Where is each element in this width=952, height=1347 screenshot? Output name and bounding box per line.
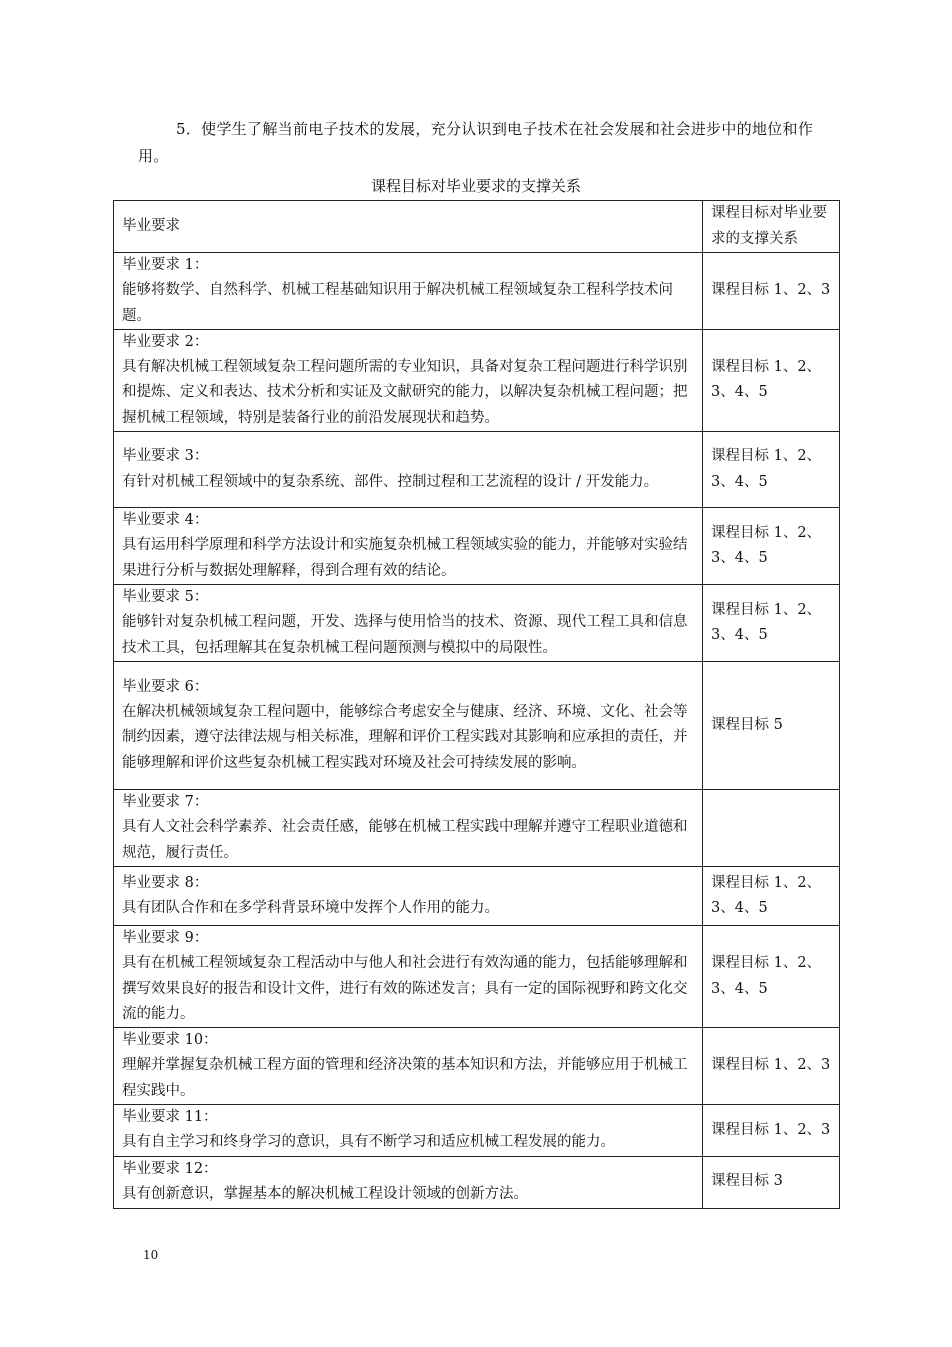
requirement-description: 具有团队合作和在多学科背景环境中发挥个人作用的能力。	[122, 899, 499, 916]
support-cell	[703, 789, 840, 866]
requirement-cell	[114, 329, 703, 431]
requirement-title: 毕业要求 12：	[122, 1160, 218, 1177]
support-cell: 课程目标 1、2、3、4、5	[703, 329, 840, 431]
requirement-cell	[114, 1105, 703, 1157]
header-graduation-requirement: 毕业要求	[114, 201, 703, 253]
requirement-description: 具有解决机械工程领域复杂工程问题所需的专业知识，具备对复杂工程问题进行科学识别和提炼、定义和表达、技术分析和实证及文献研究的能力，以解决复杂机械工程问题；把握机械工程领域，特别是装备行业的前沿发展现状和趋势。	[122, 359, 688, 426]
requirement-title: 毕业要求 6：	[122, 678, 209, 695]
support-cell: 课程目标 1、2、3、4、5	[703, 432, 840, 508]
support-cell: 课程目标 3	[703, 1156, 840, 1208]
support-cell: 课程目标 1、2、3	[703, 253, 840, 330]
table-row	[114, 1156, 840, 1208]
requirement-title: 毕业要求 3：	[122, 448, 209, 465]
requirement-description: 在解决机械领域复杂工程问题中，能够综合考虑安全与健康、经济、环境、文化、社会等制约因素，遵守法律法规与相关标准，理解和评价工程实践对其影响和应承担的责任，并能够理解和评价这些复杂机械工程实践对环境及社会可持续发展的影响。	[122, 704, 688, 771]
requirement-description: 具有人文社会科学素养、社会责任感，能够在机械工程实践中理解并遵守工程职业道德和规范，履行责任。	[122, 819, 688, 861]
requirement-cell	[114, 925, 703, 1027]
requirement-description: 具有在机械工程领域复杂工程活动中与他人和社会进行有效沟通的能力，包括能够理解和撰写效果良好的报告和设计文件，进行有效的陈述发言；具有一定的国际视野和跨文化交流的能力。	[122, 955, 688, 1022]
table-row	[114, 661, 840, 789]
support-cell: 课程目标 1、2、3、4、5	[703, 866, 840, 925]
table-row	[114, 508, 840, 585]
table-row	[114, 253, 840, 330]
table-row	[114, 1028, 840, 1105]
requirement-title: 毕业要求 2：	[122, 333, 209, 350]
table-row	[114, 329, 840, 431]
requirement-description: 有针对机械工程领域中的复杂系统、部件、控制过程和工艺流程的设计 / 开发能力。	[122, 473, 659, 490]
requirement-title: 毕业要求 11：	[122, 1109, 218, 1126]
table-row	[114, 432, 840, 508]
requirement-cell	[114, 661, 703, 789]
requirement-cell	[114, 508, 703, 585]
requirement-description: 具有运用科学原理和科学方法设计和实施复杂机械工程领域实验的能力，并能够对实验结果进行分析与数据处理解释，得到合理有效的结论。	[122, 537, 688, 579]
requirement-cell	[114, 584, 703, 661]
table-body	[114, 253, 840, 1209]
support-cell: 课程目标 5	[703, 661, 840, 789]
header-support-relation: 课程目标对毕业要求的支撑关系	[703, 201, 840, 253]
requirement-description: 具有创新意识，掌握基本的解决机械工程设计领域的创新方法。	[122, 1186, 528, 1203]
requirement-title: 毕业要求 9：	[122, 929, 209, 946]
requirement-title: 毕业要求 4：	[122, 512, 209, 529]
table-row	[114, 1105, 840, 1157]
requirement-description: 具有自主学习和终身学习的意识，具有不断学习和适应机械工程发展的能力。	[122, 1134, 615, 1151]
requirement-title: 毕业要求 10：	[122, 1032, 218, 1049]
table-header-row	[114, 201, 840, 253]
requirement-description: 理解并掌握复杂机械工程方面的管理和经济决策的基本知识和方法，并能够应用于机械工程实践中。	[122, 1057, 688, 1099]
requirement-cell	[114, 1156, 703, 1208]
requirement-title: 毕业要求 8：	[122, 874, 209, 891]
table-caption: 课程目标对毕业要求的支撑关系	[370, 177, 581, 195]
table-row	[114, 584, 840, 661]
table-row	[114, 866, 840, 925]
requirement-description: 能够将数学、自然科学、机械工程基础知识用于解决机械工程领域复杂工程科学技术问题。	[122, 282, 673, 324]
requirement-cell	[114, 253, 703, 330]
support-cell: 课程目标 1、2、3、4、5	[703, 925, 840, 1027]
requirement-cell	[114, 432, 703, 508]
requirement-title: 毕业要求 7：	[122, 794, 209, 811]
requirement-title: 毕业要求 1：	[122, 257, 209, 273]
requirement-description: 能够针对复杂机械工程问题，开发、选择与使用恰当的技术、资源、现代工程工具和信息技术工具，包括理解其在复杂机械工程问题预测与模拟中的局限性。	[122, 614, 688, 656]
support-cell: 课程目标 1、2、3	[703, 1105, 840, 1157]
requirements-support-table	[113, 200, 840, 1209]
intro-paragraph: 5．使学生了解当前电子技术的发展，充分认识到电子技术在社会发展和社会进步中的地位和作用。	[138, 120, 814, 165]
requirement-cell	[114, 789, 703, 866]
requirement-cell	[114, 866, 703, 925]
support-cell: 课程目标 1、2、3	[703, 1028, 840, 1105]
requirement-title: 毕业要求 5：	[122, 589, 209, 606]
table-row	[114, 925, 840, 1027]
table-row	[114, 789, 840, 866]
page-number: 10	[143, 1248, 159, 1262]
requirement-cell	[114, 1028, 703, 1105]
support-cell: 课程目标 1、2、3、4、5	[703, 508, 840, 585]
support-cell: 课程目标 1、2、3、4、5	[703, 584, 840, 661]
